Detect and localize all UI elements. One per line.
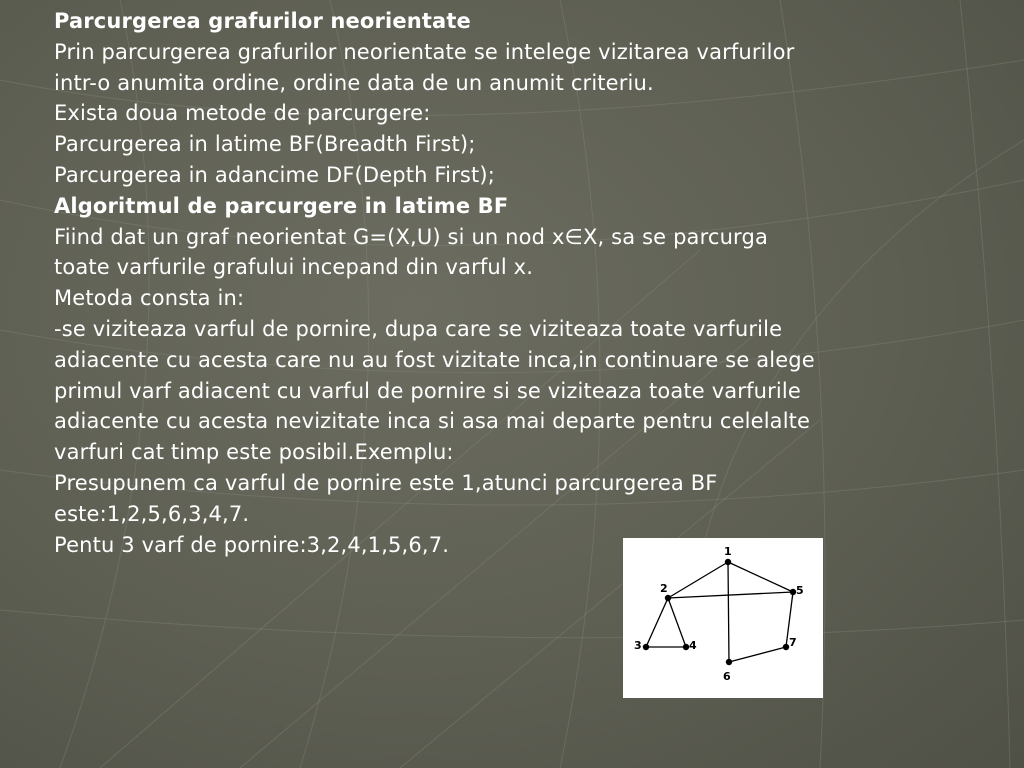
graph-node-label-2: 2 xyxy=(660,582,668,595)
graph-edge-2-5 xyxy=(668,592,793,598)
text-line: adiacente cu acesta care nu au fost vizitate inca,in continuare se alege xyxy=(54,347,815,372)
slide-body-text xyxy=(54,6,994,560)
graph-node-6 xyxy=(726,659,732,665)
text-line: Fiind dat un graf neorientat G=(X,U) si un nod x∈X, sa se parcurga xyxy=(54,224,768,249)
graph-svg xyxy=(623,538,823,698)
text-line: Presupunem ca varful de pornire este 1,atunci parcurgerea BF xyxy=(54,470,718,495)
graph-node-label-1: 1 xyxy=(724,545,732,558)
graph-node-3 xyxy=(643,644,649,650)
graph-node-label-6: 6 xyxy=(723,670,731,683)
graph-node-label-5: 5 xyxy=(796,584,804,597)
text-line: este:1,2,5,6,3,4,7. xyxy=(54,501,250,526)
slide-title: Parcurgerea grafurilor neorientate xyxy=(54,9,471,33)
text-line: toate varfurile grafului incepand din varful x. xyxy=(54,255,534,280)
text-line: Parcurgerea in adancime DF(Depth First); xyxy=(54,162,495,187)
graph-node-label-7: 7 xyxy=(789,636,797,649)
graph-edge-6-7 xyxy=(729,647,786,662)
text-line: -se viziteaza varful de pornire, dupa care se viziteaza toate varfurile xyxy=(54,316,783,341)
text-line: Parcurgerea in latime BF(Breadth First); xyxy=(54,132,476,157)
text-line: primul varf adiacent cu varful de pornire si se viziteaza toate varfurile xyxy=(54,378,801,403)
graph-diagram xyxy=(623,538,823,698)
graph-edge-2-3 xyxy=(646,598,668,647)
graph-node-1 xyxy=(725,559,731,565)
text-line: varfuri cat timp este posibil.Exemplu: xyxy=(54,440,454,465)
section-heading: Algoritmul de parcurgere in latime BF xyxy=(54,193,509,218)
graph-edge-2-4 xyxy=(668,598,686,647)
graph-node-label-3: 3 xyxy=(634,639,642,652)
graph-edge-1-6 xyxy=(728,562,729,662)
graph-node-label-4: 4 xyxy=(689,639,697,652)
graph-node-2 xyxy=(665,595,671,601)
text-line: intr-o anumita ordine, ordine data de un anumit criteriu. xyxy=(54,70,654,95)
text-line: Metoda consta in: xyxy=(54,286,245,311)
text-line: Pentu 3 varf de pornire:3,2,4,1,5,6,7. xyxy=(54,532,450,557)
text-line: Prin parcurgerea grafurilor neorientate se intelege vizitarea varfurilor xyxy=(54,39,795,64)
graph-edge-1-5 xyxy=(728,562,793,592)
text-line: Exista doua metode de parcurgere: xyxy=(54,101,431,126)
graph-edge-1-2 xyxy=(668,562,728,598)
text-line: adiacente cu acesta nevizitate inca si asa mai departe pentru celelalte xyxy=(54,409,811,434)
